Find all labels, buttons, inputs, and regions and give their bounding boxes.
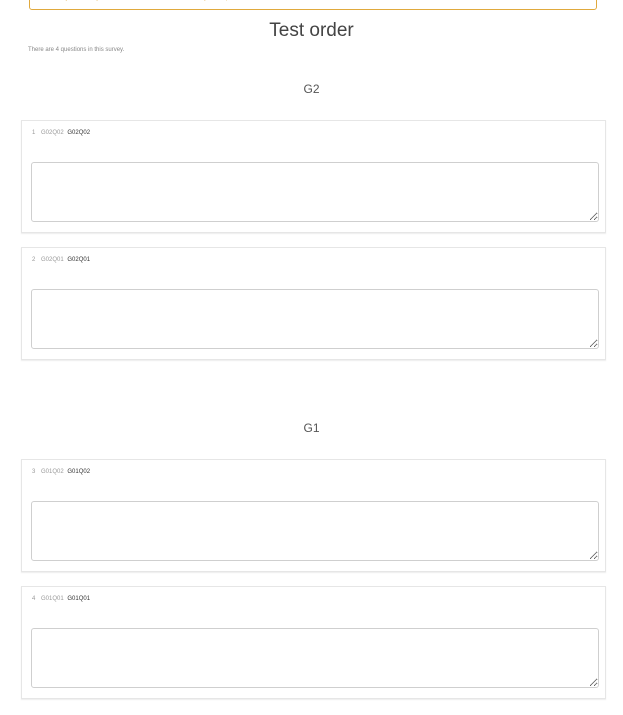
answer-textarea[interactable] <box>31 628 599 688</box>
question-number: 3 <box>32 469 36 475</box>
question-header <box>32 596 90 602</box>
question-card <box>21 247 606 360</box>
group-title: G2 <box>303 82 320 96</box>
question-header <box>32 469 90 475</box>
question-text: G01Q01 <box>67 596 91 602</box>
inactive-survey-alert <box>29 0 597 10</box>
question-number: 4 <box>32 596 36 602</box>
question-code: G01Q01 <box>41 596 64 602</box>
question-number: 2 <box>32 257 36 263</box>
answer-textarea[interactable] <box>31 162 599 222</box>
question-number: 1 <box>32 130 36 136</box>
survey-title: Test order <box>269 20 354 41</box>
survey-question-count: There are 4 questions in this survey. <box>28 47 125 53</box>
alert-message <box>38 0 247 1</box>
question-card <box>21 459 606 572</box>
question-card <box>21 586 606 699</box>
question-header <box>32 257 90 263</box>
question-code: G02Q01 <box>41 257 64 263</box>
question-text: G01Q02 <box>67 469 91 475</box>
answer-textarea[interactable] <box>31 501 599 561</box>
question-code: G02Q02 <box>41 130 64 136</box>
answer-textarea[interactable] <box>31 289 599 349</box>
question-header <box>32 130 90 136</box>
question-text: G02Q01 <box>67 257 91 263</box>
question-code: G01Q02 <box>41 469 64 475</box>
question-card <box>21 120 606 233</box>
group-title: G1 <box>303 421 320 435</box>
question-text: G02Q02 <box>67 130 91 136</box>
